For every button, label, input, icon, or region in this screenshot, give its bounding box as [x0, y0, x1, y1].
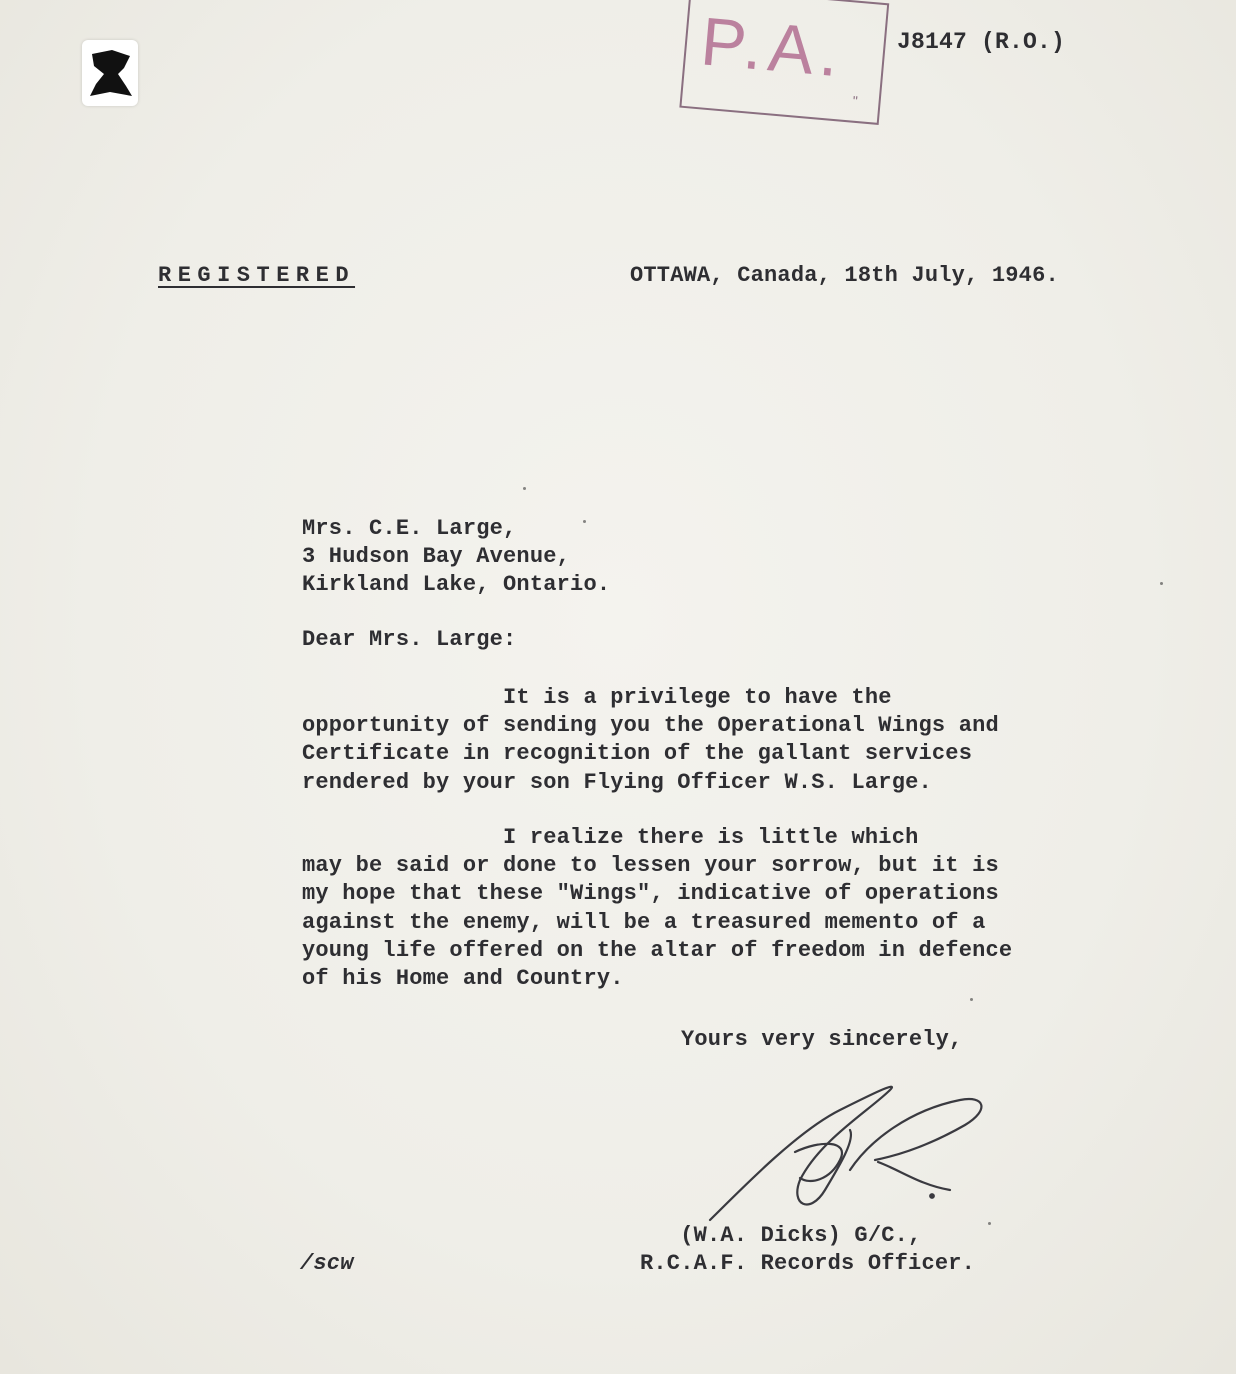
salutation: Dear Mrs. Large: [302, 627, 517, 652]
addressee-block: Mrs. C.E. Large, 3 Hudson Bay Avenue, Kirkland Lake, Ontario. [302, 516, 611, 598]
paper-speck [1160, 582, 1163, 585]
file-reference: J8147 (R.O.) [897, 29, 1066, 55]
handwritten-signature [700, 1070, 1000, 1230]
signatory-block: (W.A. Dicks) G/C., R.C.A.F. Records Officer. [640, 1223, 976, 1277]
body-paragraph-1: It is a privilege to have the opportunity of sending you the Operational Wings and Certificate in recognition of the gallant services rendered by your son Flying Officer W.S. Large. [302, 685, 999, 795]
paper-speck [523, 487, 526, 490]
body-paragraph-2: I realize there is little which may be said or done to lessen your sorrow, but it is my hope that these "Wings", indicative of operations against the enemy, will be a treasured memento of a young life offered on the altar of freedom in defence of his Home and Country. [302, 825, 1013, 992]
closing: Yours very sincerely, [681, 1027, 963, 1052]
stamp-mark: " [851, 92, 859, 110]
place-date: OTTAWA, Canada, 18th July, 1946. [630, 263, 1059, 288]
paper-speck [988, 1222, 991, 1225]
registered-heading: REGISTERED [158, 263, 356, 288]
punch-hole-mark [82, 40, 138, 106]
paper-speck [583, 520, 586, 523]
paper-speck [970, 998, 973, 1001]
punch-mark-icon [82, 40, 138, 106]
stamp-text: P.A. [697, 3, 848, 92]
pa-stamp [679, 0, 889, 125]
typist-reference: /scw [300, 1251, 354, 1276]
